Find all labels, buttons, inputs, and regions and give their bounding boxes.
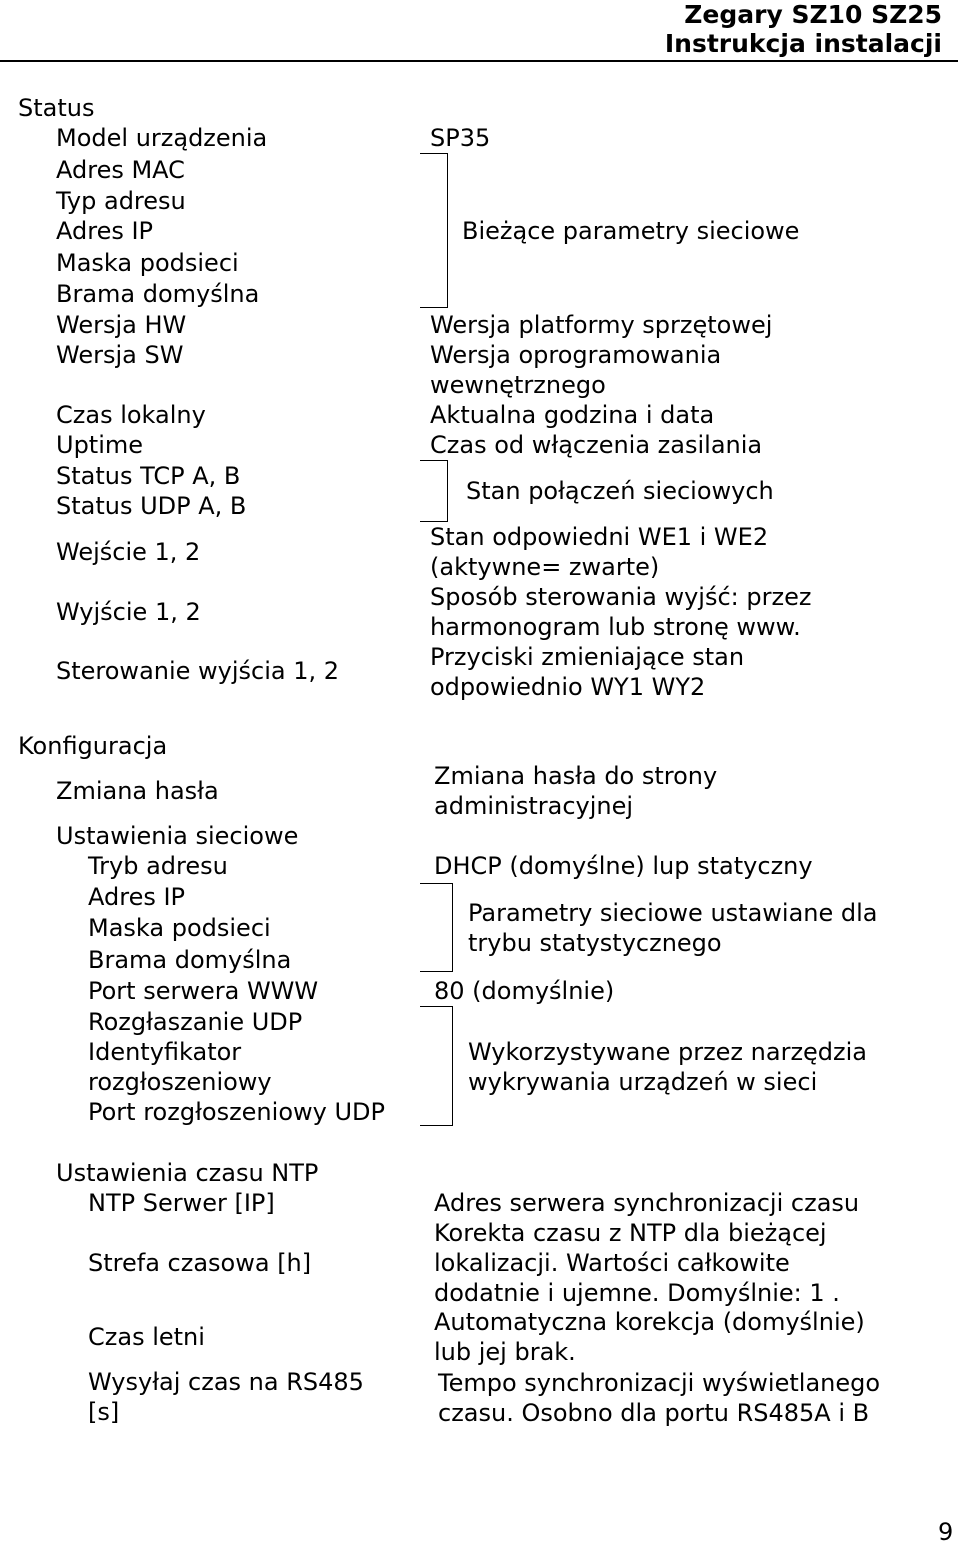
config-desc: Automatyczna korekcja (domyślnie) xyxy=(434,1308,865,1336)
bracket xyxy=(420,883,453,972)
bracket xyxy=(420,1006,453,1126)
status-item: Maska podsieci xyxy=(56,249,239,277)
status-desc: wewnętrznego xyxy=(430,371,606,399)
page-number: 9 xyxy=(938,1518,954,1546)
status-desc: Bieżące parametry sieciowe xyxy=(462,217,800,245)
status-item: Adres MAC xyxy=(56,156,185,184)
ntp-item: Wysyłaj czas na RS485 xyxy=(88,1368,364,1396)
network-settings-label: Ustawienia sieciowe xyxy=(56,822,299,850)
ntp-settings-label: Ustawienia czasu NTP xyxy=(56,1159,319,1187)
status-item: Typ adresu xyxy=(56,187,186,215)
status-item: Status UDP A, B xyxy=(56,492,247,520)
config-desc: DHCP (domyślne) lup statyczny xyxy=(434,852,813,880)
status-item: Model urządzenia xyxy=(56,124,268,152)
status-item: Uptime xyxy=(56,431,144,459)
config-desc: lub jej brak. xyxy=(434,1338,576,1366)
status-desc: Stan połączeń sieciowych xyxy=(466,477,774,505)
status-desc: Wersja oprogramowania xyxy=(430,341,722,369)
config-desc: 80 (domyślnie) xyxy=(434,977,615,1005)
status-desc: (aktywne= zwarte) xyxy=(430,553,660,581)
status-desc: odpowiednio WY1 WY2 xyxy=(430,673,706,701)
network-item: Maska podsieci xyxy=(88,914,271,942)
config-desc: Adres serwera synchronizacji czasu xyxy=(434,1189,860,1217)
status-item: Wejście 1, 2 xyxy=(56,538,201,566)
config-desc: trybu statystycznego xyxy=(468,929,722,957)
config-desc: czasu. Osobno dla portu RS485A i B xyxy=(438,1399,870,1427)
network-item: Identyfikator xyxy=(88,1038,242,1066)
status-desc: Stan odpowiedni WE1 i WE2 xyxy=(430,523,769,551)
status-desc: harmonogram lub stronę www. xyxy=(430,613,801,641)
status-item: Brama domyślna xyxy=(56,280,260,308)
network-item: Brama domyślna xyxy=(88,946,292,974)
status-item: Status TCP A, B xyxy=(56,462,241,490)
password-change-label: Zmiana hasła xyxy=(56,777,219,805)
config-desc: Zmiana hasła do strony xyxy=(434,762,718,790)
bracket xyxy=(420,460,448,522)
document-title: Zegary SZ10 SZ25 xyxy=(684,0,942,29)
header-rule xyxy=(0,60,958,62)
ntp-item: Strefa czasowa [h] xyxy=(88,1249,312,1277)
config-heading: Konfiguracja xyxy=(18,732,168,760)
status-heading: Status xyxy=(18,94,95,122)
config-desc: dodatnie i ujemne. Domyślnie: 1 . xyxy=(434,1279,840,1307)
config-desc: Wykorzystywane przez narzędzia xyxy=(468,1038,868,1066)
status-item: Adres IP xyxy=(56,217,154,245)
status-desc: SP35 xyxy=(430,124,491,152)
network-item: Rozgłaszanie UDP xyxy=(88,1008,303,1036)
ntp-item: [s] xyxy=(88,1398,120,1426)
ntp-item: Czas letni xyxy=(88,1323,205,1351)
status-item: Czas lokalny xyxy=(56,401,206,429)
status-item: Wersja HW xyxy=(56,311,187,339)
status-desc: Aktualna godzina i data xyxy=(430,401,715,429)
config-desc: Korekta czasu z NTP dla bieżącej xyxy=(434,1219,827,1247)
status-item: Sterowanie wyjścia 1, 2 xyxy=(56,657,340,685)
config-desc: wykrywania urządzeń w sieci xyxy=(468,1068,818,1096)
network-item: Tryb adresu xyxy=(88,852,228,880)
config-desc: administracyjnej xyxy=(434,792,634,820)
status-desc: Wersja platformy sprzętowej xyxy=(430,311,773,339)
bracket xyxy=(420,153,448,308)
status-item: Wyjście 1, 2 xyxy=(56,598,201,626)
network-item: Port rozgłoszeniowy UDP xyxy=(88,1098,385,1126)
config-desc: Tempo synchronizacji wyświetlanego xyxy=(438,1369,881,1397)
document-subtitle: Instrukcja instalacji xyxy=(664,29,942,58)
status-desc: Przyciski zmieniające stan xyxy=(430,643,745,671)
network-item: rozgłoszeniowy xyxy=(88,1068,272,1096)
status-desc: Sposób sterowania wyjść: przez xyxy=(430,583,812,611)
status-desc: Czas od włączenia zasilania xyxy=(430,431,763,459)
status-item: Wersja SW xyxy=(56,341,184,369)
ntp-item: NTP Serwer [IP] xyxy=(88,1189,275,1217)
config-desc: lokalizacji. Wartości całkowite xyxy=(434,1249,790,1277)
config-desc: Parametry sieciowe ustawiane dla xyxy=(468,899,878,927)
network-item: Port serwera WWW xyxy=(88,977,319,1005)
network-item: Adres IP xyxy=(88,883,186,911)
